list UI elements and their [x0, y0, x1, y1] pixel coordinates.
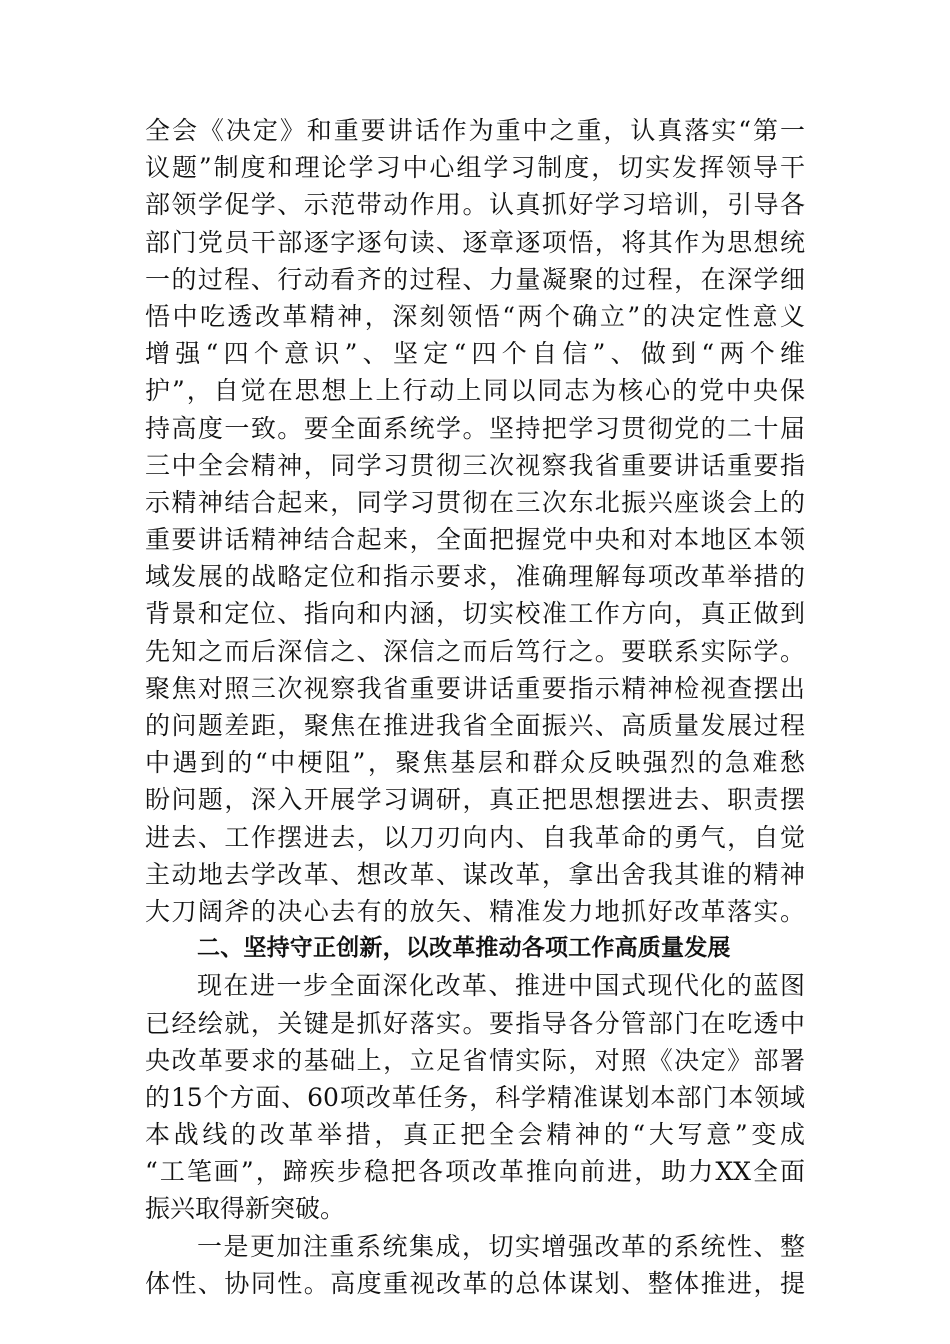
text-line: 央改革要求的基础上，立足省情实际，对照《决定》部署 [145, 1045, 805, 1075]
text-line: 三中全会精神，同学习贯彻三次视察我省重要讲话重要指 [145, 450, 805, 480]
text-line: 部门党员干部逐字逐句读、逐章逐项悟，将其作为思想统 [145, 227, 805, 257]
text-line: 盼问题，深入开展学习调研，真正把思想摆进去、职责摆 [145, 785, 805, 815]
text-line: “工笔画”，蹄疾步稳把各项改革推向前进，助力XX全面 [145, 1157, 805, 1187]
text-line: 的问题差距，聚焦在推进我省全面振兴、高质量发展过程 [145, 711, 805, 740]
body-text [145, 112, 805, 1302]
text-line: 主动地去学改革、想改革、谋改革，拿出舍我其谁的精神 [145, 859, 805, 889]
text-line: 全会《决定》和重要讲话作为重中之重，认真落实“第一 [145, 116, 805, 145]
text-line: 已经绘就，关键是抓好落实。要指导各分管部门在吃透中 [145, 1008, 805, 1038]
text-line: 部领学促学、示范带动作用。认真抓好学习培训，引导各 [145, 190, 805, 220]
text-line: 一的过程、行动看齐的过程、力量凝聚的过程，在深学细 [145, 264, 805, 294]
text-line: 先知之而后深信之、深信之而后笃行之。要联系实际学。 [145, 636, 805, 666]
text-line: 中遇到的“中梗阻”，聚焦基层和群众反映强烈的急难愁 [145, 748, 805, 778]
text-line: 体性、协同性。高度重视改革的总体谋划、整体推进，提 [145, 1268, 805, 1298]
text-line: 本战线的改革举措，真正把全会精神的“大写意”变成 [145, 1120, 805, 1150]
text-line: 大刀阔斧的决心去有的放矢、精准发力地抓好改革落实。 [145, 896, 805, 926]
text-line: 聚焦对照三次视察我省重要讲话重要指示精神检视查摆出 [145, 673, 805, 703]
text-line: 振兴取得新突破。 [145, 1194, 346, 1224]
text-line: 持高度一致。要全面系统学。坚持把学习贯彻党的二十届 [145, 413, 805, 443]
text-line: 示精神结合起来，同学习贯彻在三次东北振兴座谈会上的 [145, 487, 805, 517]
text-line: 议题”制度和理论学习中心组学习制度，切实发挥领导干 [145, 153, 805, 183]
section-heading: 二、坚持守正创新，以改革推动各项工作高质量发展 [197, 935, 731, 962]
text-line: 增强“四个意识”、坚定“四个自信”、做到“两个维 [145, 339, 805, 369]
text-line: 的15个方面、60项改革任务，科学精准谋划本部门本领域 [145, 1082, 805, 1112]
text-line: 一是更加注重系统集成，切实增强改革的系统性、整 [197, 1231, 805, 1261]
text-line: 重要讲话精神结合起来，全面把握党中央和对本地区本领 [145, 525, 805, 555]
text-line: 进去、工作摆进去，以刀刃向内、自我革命的勇气，自觉 [145, 822, 805, 852]
text-line: 护”，自觉在思想上上行动上同以同志为核心的党中央保 [145, 376, 805, 406]
text-line: 背景和定位、指向和内涵，切实校准工作方向，真正做到 [145, 599, 805, 629]
text-line: 域发展的战略定位和指示要求，准确理解每项改革举措的 [145, 562, 805, 592]
text-line: 悟中吃透改革精神，深刻领悟“两个确立”的决定性意义 [145, 301, 805, 331]
text-line: 现在进一步全面深化改革、推进中国式现代化的蓝图 [197, 971, 805, 1001]
